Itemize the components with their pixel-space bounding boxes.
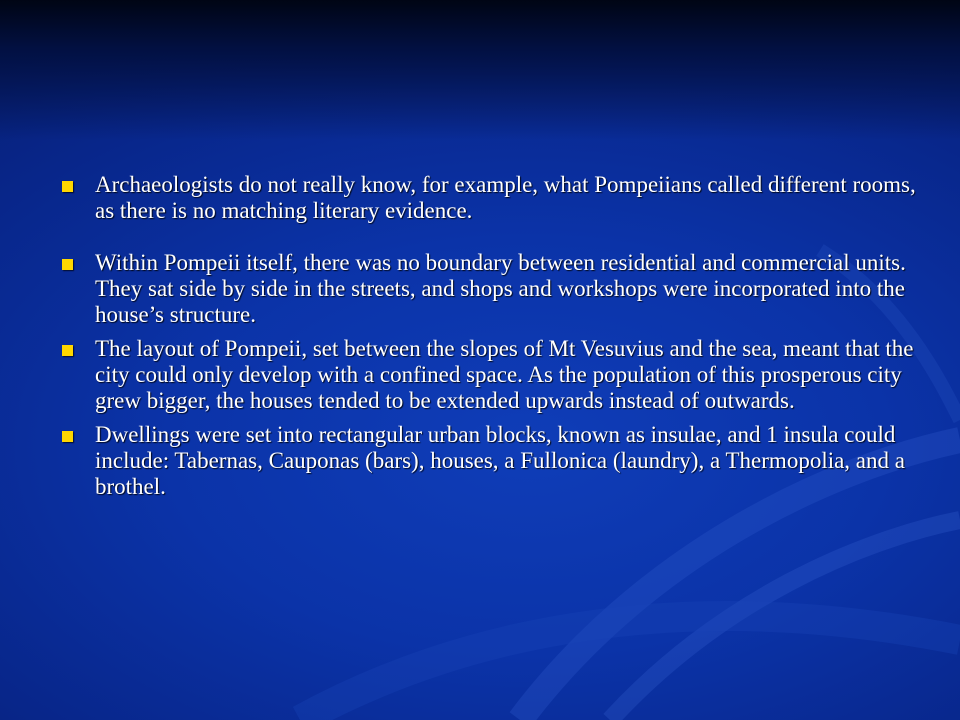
square-bullet-icon <box>62 181 73 192</box>
bullet-item <box>62 422 922 500</box>
slide-content <box>62 172 922 500</box>
bullet-text: Within Pompeii itself, there was no boundary between residential and commercial units. They sat side by side in the streets, and shops and workshops were incorporated into the house’s structure. <box>95 250 906 327</box>
bullet-item <box>62 250 922 328</box>
bullet-text: Archaeologists do not really know, for example, what Pompeiians called different rooms, as there is no matching literary evidence. <box>95 172 916 223</box>
bullet-item <box>62 336 922 414</box>
bullet-item <box>62 172 922 224</box>
square-bullet-icon <box>62 431 73 442</box>
square-bullet-icon <box>62 259 73 270</box>
bullet-list <box>62 172 922 500</box>
bullet-text: Dwellings were set into rectangular urban blocks, known as insulae, and 1 insula could include: Tabernas, Cauponas (bars), houses, a Fullonica (laundry), a Thermopolia, and a brothel. <box>95 422 905 499</box>
bullet-text: The layout of Pompeii, set between the slopes of Mt Vesuvius and the sea, meant that the city could only develop with a confined space. As the population of this prosperous city grew bigger, the houses tended to be extended upwards instead of outwards. <box>95 336 914 413</box>
square-bullet-icon <box>62 345 73 356</box>
